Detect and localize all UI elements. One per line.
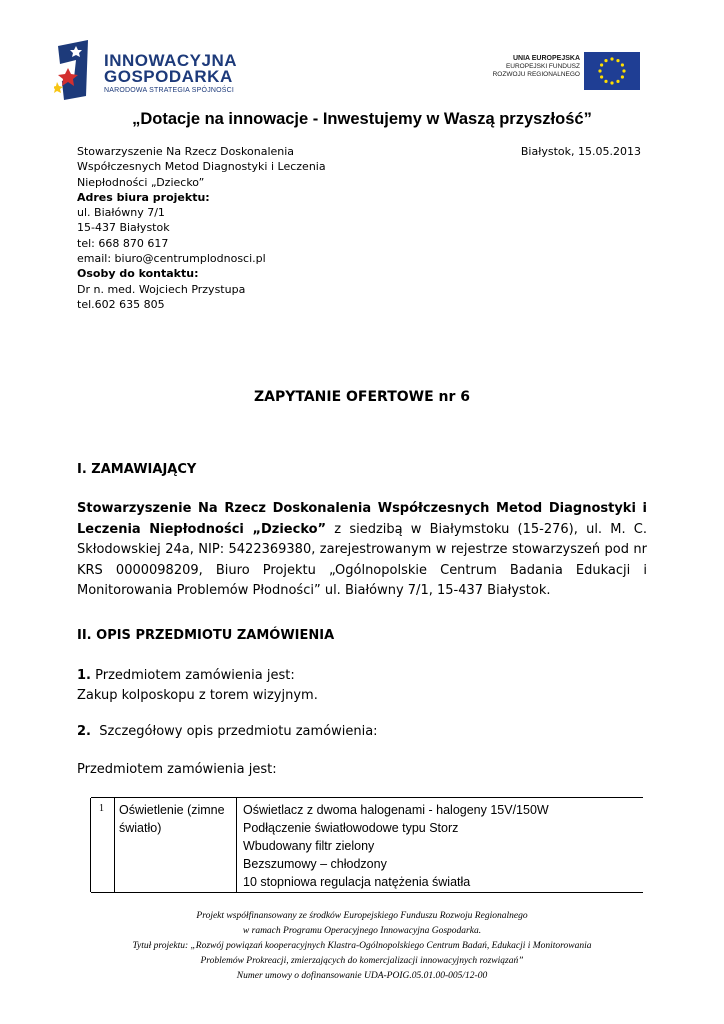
section-1-paragraph bbox=[77, 499, 647, 602]
eu-logo-line1: UNIA EUROPEJSKA bbox=[512, 55, 580, 62]
specification-table bbox=[91, 797, 643, 893]
eu-logo-line2: EUROPEJSKI FUNDUSZ bbox=[505, 63, 580, 70]
table-border bbox=[236, 798, 237, 892]
eu-logo-text bbox=[493, 55, 580, 79]
logo-emblem-icon bbox=[54, 34, 100, 102]
contact-phone: tel.602 635 805 bbox=[77, 297, 165, 311]
page-heading: „Dotacje na innowacje - Inwestujemy w Waszą przyszłość” bbox=[132, 110, 592, 128]
subject-intro: Przedmiotem zamówienia jest: bbox=[77, 762, 277, 777]
query-title: ZAPYTANIE OFERTOWE nr 6 bbox=[253, 389, 471, 405]
item-2-number: 2. bbox=[77, 724, 91, 739]
sender-address-block bbox=[77, 144, 326, 312]
orderer-details: z siedzibą w Białymstoku (15-276), ul. M. C. Skłodowskiej 24a, NIP: 5422369380, zarejestrowanym w rejestrze stowarzyszeń pod nr KRS 0000098209, Biuro Projektu „Ogólnopolskie Centrum Badania Edukacji i Monitorowania Problemów Płodności” ul. Białówny 7/1, 15-437 Białystok. bbox=[77, 521, 648, 599]
subject-item-2 bbox=[77, 722, 378, 742]
item-1-number: 1. bbox=[77, 668, 91, 683]
spec-line: Oświetlacz z dwoma halogenami - halogeny 15V/150W bbox=[243, 803, 549, 817]
office-city: 15-437 Białystok bbox=[77, 221, 170, 235]
logo-title-line2: GOSPODARKA bbox=[104, 67, 233, 86]
table-cell-description bbox=[243, 801, 549, 891]
orderer-name: Stowarzyszenie Na Rzecz Doskonalenia Współczesnych Metod Diagnostyki i Leczenia Niepłodności „Dziecko” bbox=[77, 501, 647, 537]
eu-logo bbox=[475, 50, 640, 92]
eu-flag-icon bbox=[584, 52, 640, 90]
table-border bbox=[114, 798, 115, 892]
contact-person: Dr n. med. Wojciech Przystupa bbox=[77, 282, 246, 296]
sender-name-line1: Stowarzyszenie Na Rzecz Doskonalenia bbox=[77, 145, 295, 158]
table-cell-number: 1 bbox=[99, 803, 104, 814]
sender-name-line2: Współczesnych Metod Diagnostyki i Leczenia bbox=[77, 160, 326, 174]
footer-line4: Problemów Prokreacji, zmierzających do komercjalizacji innowacyjnych rozwiązań” bbox=[200, 956, 524, 966]
section-2-title: II. OPIS PRZEDMIOTU ZAMÓWIENIA bbox=[77, 628, 335, 643]
item-1-text: Przedmiotem zamówienia jest: bbox=[90, 668, 295, 683]
footer-line2: w ramach Programu Operacyjnego Innowacyjna Gospodarka. bbox=[242, 926, 482, 936]
footer-line3: Tytuł projektu: „Rozwój powiązań kooperacyjnych Klastra-Ogólnopolskiego Centrum Badań, Edukacji i Monitorowania bbox=[132, 941, 592, 951]
office-phone: tel: 668 870 617 bbox=[77, 236, 169, 250]
section-1-title: I. ZAMAWIAJĄCY bbox=[77, 462, 197, 477]
spec-line: Podłączenie światłowodowe typu Storz bbox=[243, 821, 459, 835]
spec-line: Bezszumowy – chłodzony bbox=[243, 857, 387, 871]
spec-line: Wbudowany filtr zielony bbox=[243, 839, 375, 853]
item-1-line2: Zakup kolposkopu z torem wizyjnym. bbox=[77, 688, 318, 703]
eu-logo-line3: ROZWOJU REGIONALNEGO bbox=[492, 71, 580, 78]
page-footer bbox=[0, 909, 724, 984]
contact-label: Osoby do kontaktu: bbox=[77, 267, 199, 281]
subject-item-1 bbox=[77, 666, 318, 706]
logo-title-line1: INNOWACYJNA bbox=[104, 51, 238, 70]
innowacyjna-gospodarka-logo bbox=[54, 34, 254, 104]
office-street: ul. Białówny 7/1 bbox=[77, 206, 165, 220]
table-border bbox=[90, 798, 91, 892]
office-address-label: Adres biura projektu: bbox=[77, 190, 210, 204]
logo-subtitle: NARODOWA STRATEGIA SPÓJNOŚCI bbox=[104, 87, 235, 94]
footer-line5: Numer umowy o dofinansowanie UDA-POIG.05.01.00-005/12-00 bbox=[236, 971, 488, 981]
item-2-text: Szczegółowy opis przedmiotu zamówienia: bbox=[90, 724, 378, 739]
table-cell-name bbox=[119, 801, 225, 837]
document-date: Białystok, 15.05.2013 bbox=[520, 145, 641, 158]
sender-name-line3: Niepłodności „Dziecko” bbox=[77, 175, 205, 189]
table-cell-name-line1: Oświetlenie (zimne bbox=[119, 803, 225, 817]
footer-line1: Projekt współfinansowany ze środków Europejskiego Funduszu Rozwoju Regionalnego bbox=[196, 911, 528, 921]
office-email: email: biuro@centrumplodnosci.pl bbox=[77, 252, 266, 266]
table-cell-name-line2: światło) bbox=[119, 821, 162, 835]
spec-line: 10 stopniowa regulacja natężenia światła bbox=[243, 875, 471, 889]
